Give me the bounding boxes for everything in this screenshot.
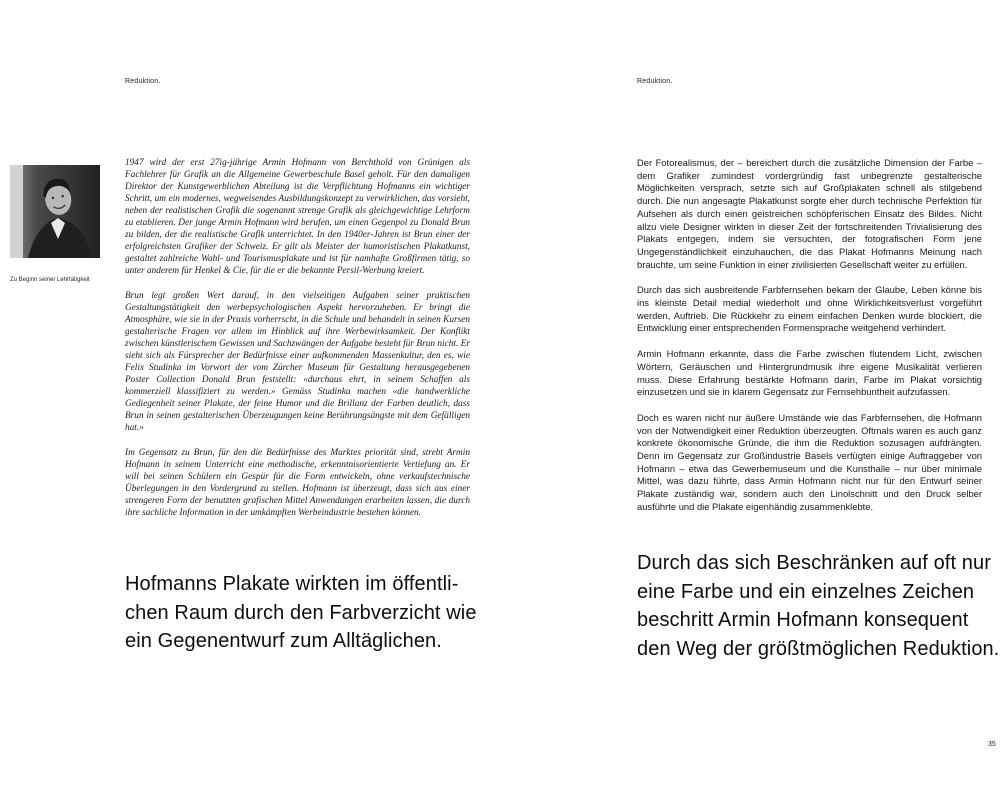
headline-line: chen Raum durch den Farbverzicht wie <box>125 601 477 624</box>
headline-line: den Weg der größtmöglichen Reduktion. <box>637 637 1000 660</box>
headline-line: eine Farbe und ein einzelnes Zeichen <box>637 580 975 603</box>
headline-line: beschritt Armin Hofmann konsequent <box>637 609 969 631</box>
body-paragraph: Durch das sich ausbreitende Farbfernsehen bekam der Glaube, Leben könne bis ins kleinste Detail medial wiederholt und ohne Wirklichkeitsverlust vorgeführt werden, Auftrieb. Die Rückkehr zu einem einfachen Denken wurde blockiert, die Entwicklung einer entsprechenden Formensprache weitgehend verhindert. <box>637 284 982 334</box>
portrait-photo <box>10 165 100 258</box>
left-body-column <box>125 157 470 532</box>
headline-line: ein Gegenentwurf zum Alltäglichen. <box>125 630 442 652</box>
running-header-right: Reduktion. <box>637 78 673 85</box>
body-paragraph: Doch es waren nicht nur äußere Umstände wie das Farbfernsehen, die Hofmann von der Notwendigkeit einer Reduktion überzeugten. Oftmals waren es auch ganz konkrete ökonomische Gründe, die ihm die Reduktion sozusagen aufdrängten. Denn im Gegensatz zur Großindustrie Basels verfügten einige Auftraggeber von Hofmann – etwa das Gewerbemuseum und die Kunsthalle – nur über minimale Mittel, was dazu führte, dass Armin Hofmann nicht nur für den Entwurf seiner Plakate zuständig war, sondern auch den Linolschnitt und den Druck selber ausführte und die Plakate eigenhändig zusammenklebte. <box>637 411 982 512</box>
page-number: 35 <box>988 741 996 748</box>
pull-quote-right <box>637 549 1000 663</box>
body-paragraph: Der Fotorealismus, der – bereichert durch die zusätzliche Dimension der Farbe – dem Grafiker zumindest vordergründig fast unbegrenzte gestalterische Möglichkeiten versprach, setzte sich auf Großplakaten schnell als stilgebend durch. Die nun angesagte Plakatkunst sorgte eher durch technische Perfektion für Aufsehen als durch einen geistreichen schöpferischen Einsatz des Bildes. Nicht allzu viele Designer wirkten in dieser Zeit der fortschreitenden Trivialisierung des Plakats entgegen, indem sie versuchten, der fotografischen Form jene Ungegenständlichkeit einzuhauchen, die das Plakat Hofmanns Meinung nach brauchte, um seine Funktion in einer zivilisierten Gesellschaft weiter zu erfüllen. <box>637 157 982 270</box>
running-header-left: Reduktion. <box>125 78 161 85</box>
right-body-column <box>637 157 982 527</box>
portrait-photo-graphic <box>10 165 100 258</box>
headline-line: Durch das sich Beschränken auf oft nur <box>637 552 991 574</box>
headline-line: Hofmanns Plakate wirkten im öffentli- <box>125 573 459 595</box>
pull-quote-left <box>125 570 495 656</box>
body-paragraph: Brun legt großen Wert darauf, in den vielseitigen Aufgaben seiner praktischen Gestaltungstätigkeit den werbepsychologischen Aspekt hervorzuheben. Er bringt die Atmosphäre, wie sie in der Praxis vorherrscht, in die Schule und behandelt in seinen Kursen gestalterische Fragen vor allem im Hinblick auf ihre Werbewirksamkeit. Der Konflikt zwischen künstlerischem Gewissen und Sachzwängen der Aufgabe besteht für Brun nicht. Er sieht sich als Fürsprecher der Bedürfnisse einer aufkommenden Massenkultur, den es, wie Felix Studinka im Vorwort der vom Zürcher Museum für Gestaltung herausgegebenen Poster Collection Donald Brun feststellt: «durchaus ehrt, in seinem Schaffen als kommerziell klassifiziert zu werden.» Gemäss Studinka machen «die handwerkliche Gediegenheit seiner Plakate, der feine Humor und die Brillanz der Farben deutlich, dass Brun in seinen gestalterischen Überzeugungen keine Berührungsängste mit dem Gefälligen hat.» <box>125 291 470 433</box>
body-paragraph: Im Gegensatz zu Brun, für den die Bedürfnisse des Marktes priorität sind, strebt Armin Hofmann in seinem Unterricht eine methodische, erkenntnisorientierte Vertiefung an. Er will bei seinen Schülern ein Gespür für die Form entwickeln, ohne verkaufstechnische Überlegungen in den Vordergrund zu stellen. Hofmann ist überzeugt, dass sich aus einer strengeren Form der benutzten grafischen Mittel Anwendungen erarbeiten lassen, die durch ihre sachliche Information in der umkämpften Werbeindustrie bestehen können. <box>125 448 470 518</box>
photo-caption: Zu Beginn seiner Lehrtätigkeit <box>10 277 90 283</box>
body-paragraph: Armin Hofmann erkannte, dass die Farbe zwischen flutendem Licht, zwischen Wörtern, Geräuschen und Hintergrundmusik ihre eigene Musikalität verlieren muss. Diese Erfahrung bestärkte Hofmann darin, Farbe im Plakat vorsichtig einzusetzen und sie in klarem Gegensatz zur Fernsehbuntheit aufzufassen. <box>637 348 982 398</box>
body-paragraph: 1947 wird der erst 27ig-jährige Armin Hofmann von Berchthold von Grünigen als Fachlehrer für Grafik an die Allgemeine Gewerbeschule Basel geholt. Für den damaligen Direktor der Kunstgewerblichen Abteilung ist die Verpflichtung Hofmanns ein wichtiger Schritt, um ein modernes, wegweisendes Ausbildungskonzept zu verwirklichen, das vorsieht, neben der realistischen Grafik die sogenannt strenge Grafik als gleichgewichtige Lehrform zu etablieren. Der junge Armin Hofmann wird berufen, um einen Gegenpol zu Donald Brun zu bilden, der die realistische Grafik unterrichtet. In den 1940er-Jahren ist Brun einer der erfolgreichsten Grafiker der Schweiz. Er gilt als Meister der humoristischen Plakatkunst, gestaltet zahlreiche Wahl- und Tourismusplakate und ist für namhafte Großfirmen tätig, so unter anderem für Henkel & Cie, für die er die bekannte Persil-Werbung kreiert. <box>125 158 470 276</box>
